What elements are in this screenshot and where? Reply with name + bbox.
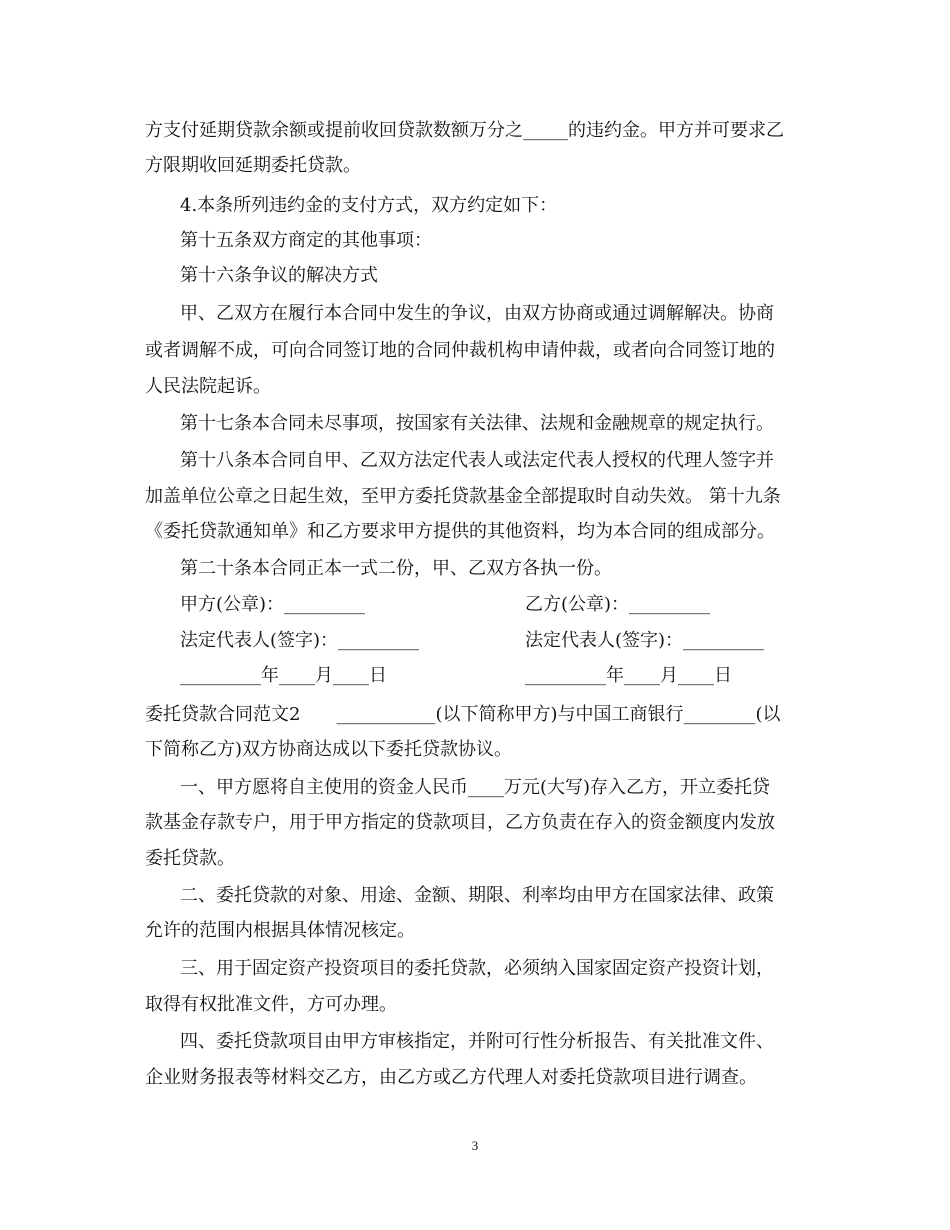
text-line: 甲、乙双方在履行本合同中发生的争议，由双方协商或通过调解解决。协商 — [180, 303, 774, 324]
text-line: 第十七条本合同未尽事项，按国家有关法律、法规和金融规章的规定执行。 — [180, 413, 774, 434]
text-line: 第十八条本合同自甲、乙双方法定代表人或法定代表人授权的代理人签字并 — [180, 450, 774, 471]
text-line: 允许的范围内根据具体情况核定。 — [145, 920, 415, 941]
page-number: 3 — [471, 1138, 479, 1153]
text-line: 委托贷款合同范文2 ___________(以下简称甲方)与中国工商银行________(以 — [145, 704, 781, 725]
text-line: 方限期收回延期委托贷款。 — [145, 155, 361, 176]
text-line: 一、甲方愿将自主使用的资金人民币____万元(大写)存入乙方，开立委托贷 — [180, 777, 771, 798]
text-line: 4.本条所列违约金的支付方式，双方约定如下： — [180, 195, 558, 216]
text-line: 取得有权批准文件，方可办理。 — [145, 994, 397, 1015]
text-line: 企业财务报表等材料交乙方，由乙方或乙方代理人对委托贷款项目进行调查。 — [145, 1067, 757, 1088]
text-line: 第十五条双方商定的其他事项： — [180, 230, 432, 251]
party-b-seal: 乙方(公章)：_________ — [525, 594, 711, 615]
party-a-seal: 甲方(公章)：_________ — [180, 594, 366, 615]
party-b-date: _________年____月____日 — [525, 665, 732, 686]
text-line: 款基金存款专户，用于甲方指定的贷款项目，乙方负责在存入的资金额度内发放 — [145, 812, 775, 833]
text-line: 或者调解不成，可向合同签订地的合同仲裁机构申请仲裁，或者向合同签订地的 — [145, 340, 775, 361]
text-line: 委托贷款。 — [145, 848, 235, 869]
party-b-representative: 法定代表人(签字)：_________ — [525, 630, 765, 651]
party-a-date: _________年____月____日 — [180, 665, 387, 686]
text-line: 加盖单位公章之日起生效，至甲方委托贷款基金全部提取时自动失效。 第十九条 — [145, 486, 781, 507]
text-line: 《委托贷款通知单》和乙方要求甲方提供的其他资料，均为本合同的组成部分。 — [145, 521, 775, 542]
section-heading: 第十六条争议的解决方式 — [180, 265, 378, 286]
text-line: 人民法院起诉。 — [145, 376, 271, 397]
text-line: 四、委托贷款项目由甲方审核指定，并附可行性分析报告、有关批准文件、 — [180, 1031, 774, 1052]
text-line: 第二十条本合同正本一式二份，甲、乙双方各执一份。 — [180, 558, 612, 579]
text-line: 方支付延期贷款余额或提前收回贷款数额万分之_____的违约金。甲方并可要求乙 — [145, 120, 784, 141]
text-line: 下简称乙方)双方协商达成以下委托贷款协议。 — [145, 739, 513, 760]
text-line: 二、委托贷款的对象、用途、金额、期限、利率均由甲方在国家法律、政策 — [180, 885, 774, 906]
party-a-representative: 法定代表人(签字)：_________ — [180, 630, 420, 651]
text-line: 三、用于固定资产投资项目的委托贷款，必须纳入国家固定资产投资计划， — [180, 958, 774, 979]
